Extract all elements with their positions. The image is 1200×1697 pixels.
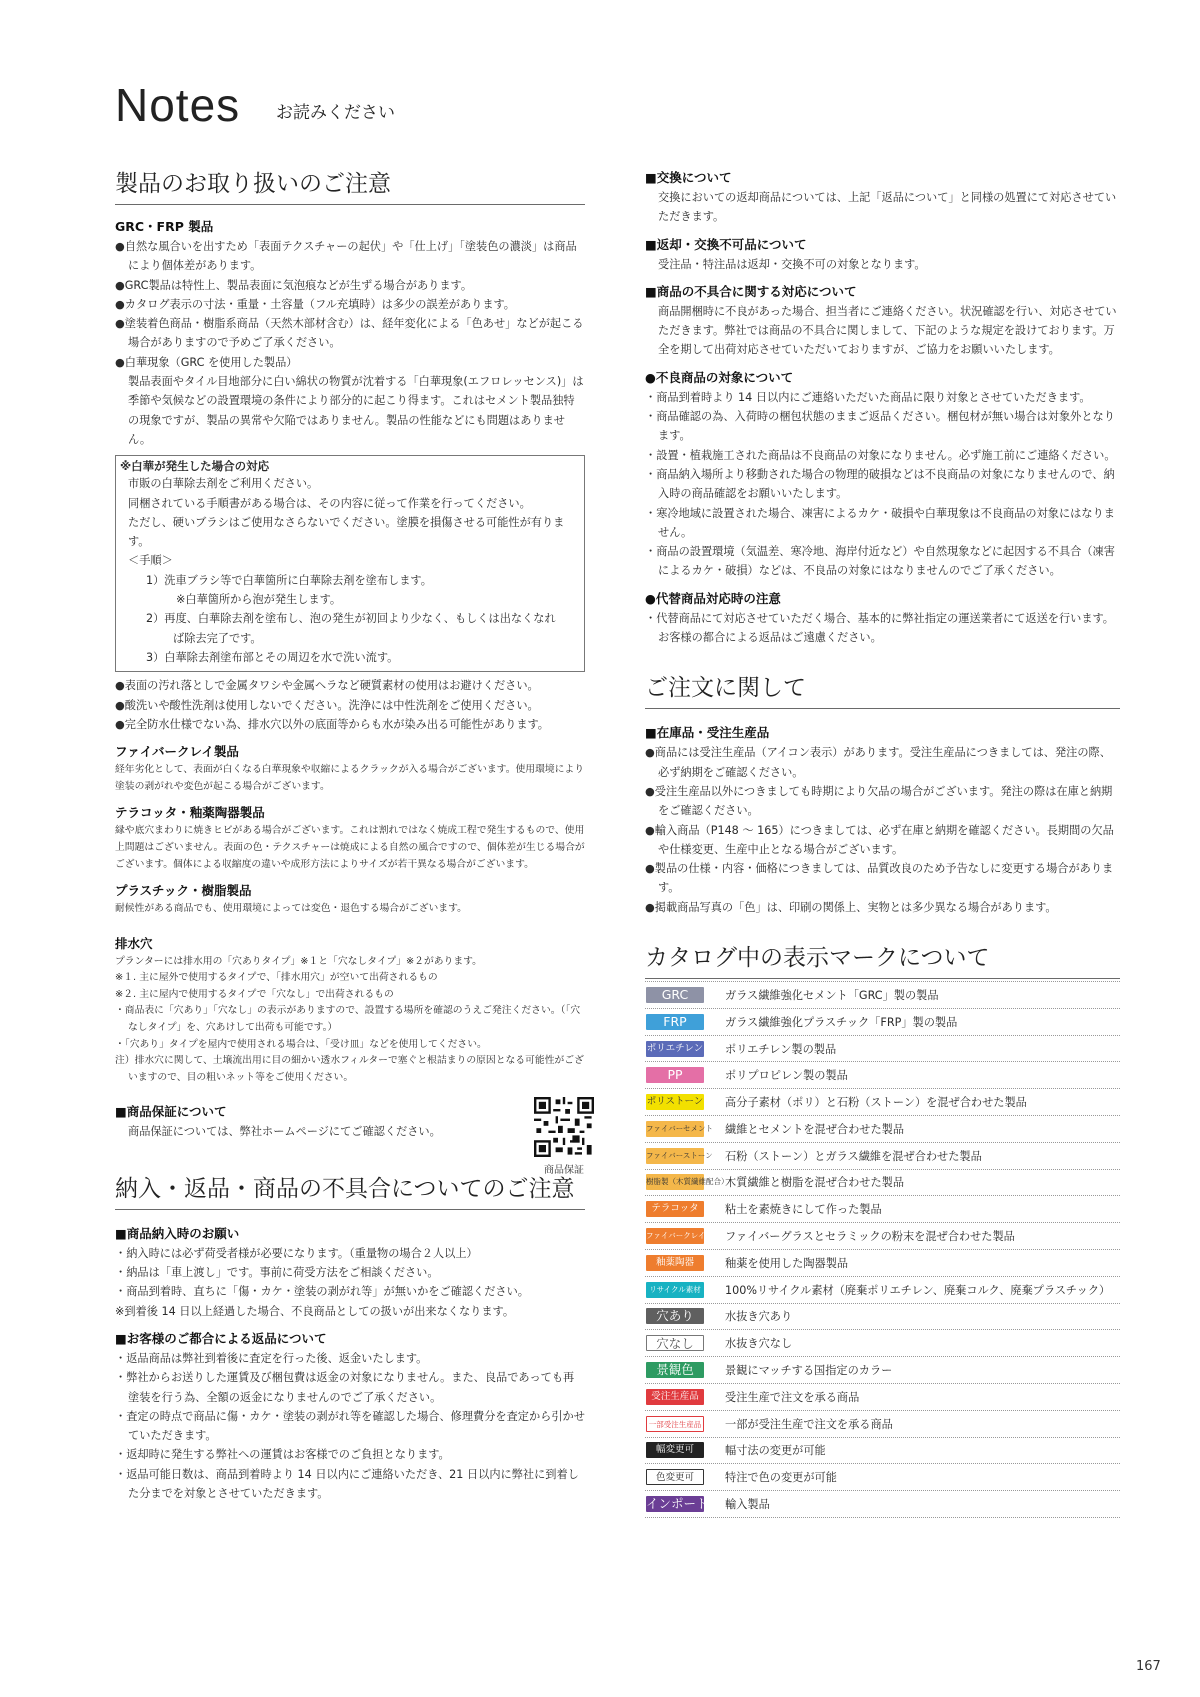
delivery-item: ※到着後 14 日以上経過した場合、不良商品としての扱いが出来なくなります。 xyxy=(115,1304,515,1318)
mark-description: ポリエチレン製の製品 xyxy=(725,1042,837,1056)
drain-note-line: ・「穴あり」タイプを屋内で使用される場合は、「受け皿」などを使用してください。 xyxy=(115,1038,487,1050)
return-item: ・返品可能日数は、商品到着時より 14 日以内にご連絡いただき、21 日以内に弊社に到着した分までを対象とさせていただきます。 xyxy=(115,1467,579,1500)
mark-row xyxy=(645,1464,1120,1491)
return-heading: ■お客様のご都合による返品について xyxy=(115,1330,327,1346)
mark-badge: 受注生産品 xyxy=(646,1389,704,1405)
defect-target-item: ・商品確認の為、入荷時の梱包状態のままご返品ください。梱包材が無い場合は対象外となります。 xyxy=(645,410,1115,443)
mark-description: 水抜き穴あり xyxy=(725,1310,793,1324)
mark-badge: 色変更可 xyxy=(646,1469,704,1485)
efflorescence-box-line: 市販の白華除去剤をご利用ください。 xyxy=(128,477,319,491)
grc-note-item: ●GRC製品は特性上、製品表面に気泡痕などが生ずる場合があります。 xyxy=(115,278,473,292)
defect-target-item: ・商品納入場所より移動された場合の物理的破損などは不良商品の対象になりませんので、納入時の商品確認をお願いいたします。 xyxy=(645,467,1115,501)
mark-badge: ファイバークレイ xyxy=(646,1228,704,1244)
return-item: ・返却時に発生する弊社への運賃はお客様でのご負担となります。 xyxy=(115,1448,450,1462)
drain-note-line: ※１. 主に屋外で使用するタイプで、「排水用穴」が空いて出荷されるもの xyxy=(115,972,438,984)
defect-target-list xyxy=(645,388,1120,581)
drain-note-line: 注）排水穴に関して、土壌流出用に目の細かい透水フィルターで塞ぐと根詰まりの原因となる可能性がございますので、目の粗いネット等をご使用ください。 xyxy=(115,1055,584,1083)
procedure-step-1-note: ※白華箇所から泡が発生します。 xyxy=(176,593,342,607)
mark-badge: ポリストーン xyxy=(646,1094,704,1110)
mark-badge: PP xyxy=(646,1067,704,1083)
drain-notes xyxy=(115,954,585,1087)
mark-description: 繊維とセメントを混ぜ合わせた製品 xyxy=(725,1122,905,1136)
nonreturn-heading: ■返却・交換不可品について xyxy=(645,236,807,252)
section-title-marks: カタログ中の表示マークについて xyxy=(645,939,1120,979)
mark-row xyxy=(645,1411,1120,1438)
mark-badge: 釉薬陶器 xyxy=(646,1255,704,1271)
mark-description: 一部が受注生産で注文を承る商品 xyxy=(725,1417,893,1431)
drain-heading: 排水穴 xyxy=(115,935,153,951)
left-column xyxy=(115,165,585,1503)
stock-heading: ■在庫品・受注生産品 xyxy=(645,725,770,741)
mark-description: 受注生産で注文を承る商品 xyxy=(725,1390,860,1404)
right-column xyxy=(645,168,1120,1518)
efflorescence-box-lines xyxy=(128,474,576,551)
efflorescence-text: 製品表面やタイル目地部分に白い綿状の物質が沈着する「白華現象(エフロレッセンス)」は季節や気候などの設置環境の条件により部分的に起こり得ます。これはセメント製品独特の現象ですが、製品の異常や欠陥ではありません。製品の性能などにも問題はありません。 xyxy=(128,375,584,446)
grc-note-item: ●白華現象（GRC を使用した製品） xyxy=(115,355,298,369)
efflorescence-box-line: 同梱されている手順書がある場合は、その内容に従って作業を行ってください。 xyxy=(128,496,531,510)
mark-row xyxy=(645,1438,1120,1465)
mark-row xyxy=(645,1196,1120,1223)
delivery-item: ・商品到着時、直ちに「傷・カケ・塗装の剥がれ等」が無いかをご確認ください。 xyxy=(115,1285,529,1299)
mark-row xyxy=(645,1250,1120,1277)
grc-frp-list xyxy=(115,237,585,372)
terracotta-heading: テラコッタ・釉薬陶器製品 xyxy=(115,805,265,821)
section-title-delivery: 納入・返品・商品の不具合についてのご注意 xyxy=(115,1170,585,1210)
defect-target-item: ・商品到着時より 14 日以内にご連絡いただいた商品に限り対象とさせていただきます。 xyxy=(645,390,1091,404)
procedure-label: ＜手順＞ xyxy=(128,554,173,568)
defect-target-heading: ●不良商品の対象について xyxy=(645,369,794,385)
marks-list xyxy=(645,981,1120,1518)
procedure-step-2: 2）再度、白華除去剤を塗布し、泡の発生が初回より少なく、もしくは出なくなれ xyxy=(146,612,556,626)
mark-badge: GRC xyxy=(646,987,704,1003)
order-item: ●受注生産品以外につきましても時期により欠品の場合がございます。発注の際は在庫と納期をご確認ください。 xyxy=(645,784,1113,818)
grc-note-item: ●カタログ表示の寸法・重量・土容量（フル充填時）は多少の誤差があります。 xyxy=(115,297,515,311)
mark-badge: 穴なし xyxy=(646,1335,704,1351)
mark-row xyxy=(645,1304,1120,1331)
mark-description: 水抜き穴なし xyxy=(725,1337,793,1351)
substitute-heading: ●代替商品対応時の注意 xyxy=(645,590,781,606)
mark-badge: ファイバーセメント xyxy=(646,1121,704,1137)
mark-description: 木質繊維と樹脂を混ぜ合わせた製品 xyxy=(725,1176,905,1190)
efflorescence-box xyxy=(115,455,585,672)
warranty-heading: ■商品保証について xyxy=(115,1104,227,1120)
procedure-step-1: 1）洗車ブラシ等で白華箇所に白華除去剤を塗布します。 xyxy=(146,573,432,587)
return-list xyxy=(115,1349,585,1503)
order-item: ●輸入商品（P148 ～ 165）につきましては、必ず在庫と納期を確認ください。長期間の欠品や仕様変更、生産中止となる場合がございます。 xyxy=(645,823,1114,856)
order-item: ●掲載商品写真の「色」は、印刷の関係上、実物とは多少異なる場合があります。 xyxy=(645,900,1057,914)
mark-description: ガラス繊維強化セメント「GRC」製の製品 xyxy=(725,988,939,1002)
order-item: ●商品には受注生産品（アイコン表示）があります。受注生産品につきましては、発注の際、必ず納期をご確認ください。 xyxy=(645,746,1111,779)
mark-row xyxy=(645,1491,1120,1518)
procedure-step-2-cont: ば除去完了です。 xyxy=(173,631,262,645)
mark-row xyxy=(645,1009,1120,1036)
plastic-text: 耐候性がある商品でも、使用環境によっては変色・退色する場合がございます。 xyxy=(115,903,467,915)
surface-care-item: ●完全防水仕様でない為、排水穴以外の底面等からも水が染み出る可能性があります。 xyxy=(115,717,549,731)
mark-badge: FRP xyxy=(646,1014,704,1030)
section-title-order: ご注文に関して xyxy=(645,669,1120,709)
mark-badge: 一部受注生産品 xyxy=(646,1416,704,1432)
mark-description: 特注で色の変更が可能 xyxy=(725,1471,837,1485)
return-item: ・弊社からお送りした運賃及び梱包費は返金の対象になりません。また、良品であっても再塗装を行う為、全額の返金になりませんのでご了承ください。 xyxy=(115,1371,575,1404)
mark-row xyxy=(645,1277,1120,1304)
mark-description: 100%リサイクル素材（廃棄ポリエチレン、廃棄コルク、廃棄プラスチック） xyxy=(725,1283,1111,1297)
efflorescence-box-title: ※白華が発生した場合の対応 xyxy=(120,459,270,474)
defect-target-item: ・設置・植栽施工された商品は不良商品の対象になりません。必ず施工前にご連絡ください。 xyxy=(645,448,1116,462)
mark-row xyxy=(645,1330,1120,1357)
mark-row xyxy=(645,1062,1120,1089)
mark-badge: 樹脂製（木質繊維配合） xyxy=(646,1174,704,1190)
defect-target-item: ・寒冷地域に設置された場合、凍害によるカケ・破損や白華現象は不良商品の対象にはなりません。 xyxy=(645,506,1115,539)
mark-row xyxy=(645,1036,1120,1063)
order-item: ●製品の仕様・内容・価格につきましては、品質改良のため予告なしに変更する場合があります。 xyxy=(645,862,1114,895)
mark-description: ガラス繊維強化プラスチック「FRP」製の製品 xyxy=(725,1015,958,1029)
grc-note-item: ●塗装着色商品・樹脂系商品（天然木部材含む）は、経年変化による「色あせ」などが起こる場合がありますので予めご了承ください。 xyxy=(115,317,584,350)
surface-care-list xyxy=(115,676,585,734)
grc-note-item: ●自然な風合いを出すため「表面テクスチャーの起伏」や「仕上げ」「塗装色の濃淡」は商品により個体差があります。 xyxy=(115,240,577,273)
procedure-step-3: 3）白華除去剤塗布部とその周辺を水で洗い流す。 xyxy=(146,650,399,664)
page-title: Notes xyxy=(115,79,241,131)
qr-code-icon[interactable] xyxy=(534,1097,594,1157)
mark-row xyxy=(645,1089,1120,1116)
mark-description: ポリプロピレン製の製品 xyxy=(725,1069,848,1083)
terracotta-text: 縁や底穴まわりに焼きヒビがある場合がございます。これは割れではなく焼成工程で発生するもので、使用上問題はございません。表面の色・テクスチャーは焼成による自然の風合ですので、個体差が生じる場合がございます。個体による収縮度の違いや成形方法によりサイズが若干異なる場合がございます。 xyxy=(115,825,585,870)
mark-row xyxy=(645,982,1120,1009)
delivery-item: ・納入時には必ず荷受者様が必要になります。（重量物の場合２人以上） xyxy=(115,1246,478,1260)
exchange-heading: ■交換について xyxy=(645,170,732,185)
surface-care-item: ●表面の汚れ落としで金属タワシや金属ヘラなど硬質素材の使用はお避けください。 xyxy=(115,679,539,693)
mark-badge: ポリエチレン xyxy=(646,1041,704,1057)
mark-badge: 穴あり xyxy=(646,1308,704,1324)
mark-badge: インポート xyxy=(646,1496,709,1512)
nonreturn-text: 受注品・特注品は返却・交換不可の対象となります。 xyxy=(658,257,926,271)
qr-label: 商品保証 xyxy=(544,1165,584,1176)
mark-row xyxy=(645,1384,1120,1411)
mark-description: 釉薬を使用した陶器製品 xyxy=(725,1256,849,1270)
mark-description: 幅寸法の変更が可能 xyxy=(725,1444,826,1458)
drain-note-line: ・商品表に「穴あり」「穴なし」の表示がありますので、設置する場所を確認のうえご発注ください。（「穴なしタイプ」を、穴あけして出荷も可能です。） xyxy=(115,1005,581,1034)
warranty-qr-block[interactable] xyxy=(532,1097,596,1176)
drain-note-line: ※２. 主に屋内で使用するタイプで「穴なし」で出荷されるもの xyxy=(115,988,394,1000)
return-item: ・査定の時点で商品に傷・カケ・塗装の剥がれ等を確認した場合、修理費分を査定から引かせていただきます。 xyxy=(115,1409,585,1443)
mark-description: 高分子素材（ポリ）と石粉（ストーン）を混ぜ合わせた製品 xyxy=(725,1096,1027,1110)
mark-badge: 景観色 xyxy=(646,1362,704,1378)
delivery-list xyxy=(115,1244,585,1321)
mark-description: 粘土を素焼きにして作った製品 xyxy=(725,1203,882,1217)
defect-text: 商品開梱時に不良があった場合、担当者にご連絡ください。状況確認を行い、対応させていただきます。弊社では商品の不具合に関しまして、下記のような規定を設けております。万全を期して出荷対応させていただいておりますが、ご協力をお願いいたします。 xyxy=(658,304,1117,357)
mark-row xyxy=(645,1223,1120,1250)
grc-frp-heading: GRC・FRP 製品 xyxy=(115,219,214,234)
efflorescence-box-line: ただし、硬いブラシはご使用なさらないでください。塗膜を損傷させる可能性が有ります。 xyxy=(128,515,565,549)
mark-description: 輸入製品 xyxy=(725,1498,770,1512)
defect-heading: ■商品の不具合に関する対応について xyxy=(645,283,857,299)
warranty-text: 商品保証については、弊社ホームページにてご確認ください。 xyxy=(128,1125,441,1139)
mark-row xyxy=(645,1143,1120,1170)
page-number: 167 xyxy=(1136,1659,1161,1674)
delivery-heading: ■商品納入時のお願い xyxy=(115,1225,240,1241)
mark-badge: ファイバーストーン xyxy=(646,1148,704,1164)
mark-badge: テラコッタ xyxy=(646,1201,704,1217)
mark-description: 石粉（ストーン）とガラス繊維を混ぜ合わせた製品 xyxy=(725,1149,982,1163)
mark-row xyxy=(645,1116,1120,1143)
fiber-clay-text: 経年劣化として、表面が白くなる白華現象や収縮によるクラックが入る場合がございます。使用環境により塗装の剥がれや変色が起こる場合がございます。 xyxy=(115,764,585,792)
exchange-text: 交換においての返却商品については、上記「返品について」と同様の処置にて対応させていただきます。 xyxy=(658,191,1117,224)
return-item: ・返品商品は弊社到着後に査定を行った後、返金いたします。 xyxy=(115,1351,428,1365)
page-subtitle: お読みください xyxy=(276,103,395,123)
mark-row xyxy=(645,1170,1120,1197)
mark-row xyxy=(645,1357,1120,1384)
mark-description: 景観にマッチする国指定のカラー xyxy=(725,1364,893,1378)
delivery-item: ・納品は「車上渡し」です。事前に荷受方法をご相談ください。 xyxy=(115,1266,439,1280)
fiber-clay-heading: ファイバークレイ製品 xyxy=(115,744,239,760)
defect-target-item: ・商品の設置環境（気温差、寒冷地、海岸付近など）や自然現象などに起因する不具合（凍害によるカケ・破損）などは、不良品の対象にはなりませんのでご了承ください。 xyxy=(645,545,1115,578)
drain-note-line: プランターには排水用の「穴ありタイプ」※１と「穴なしタイプ」※２があります。 xyxy=(115,955,482,967)
substitute-text: ・代替商品にて対応させていただく場合、基本的に弊社指定の運送業者にて返送を行います。お客様の都合による返品はご遠慮ください。 xyxy=(645,611,1114,645)
mark-badge: リサイクル素材 xyxy=(646,1282,704,1298)
mark-badge: 幅変更可 xyxy=(646,1442,704,1458)
section-title-handling: 製品のお取り扱いのご注意 xyxy=(115,165,585,205)
order-list xyxy=(645,743,1120,917)
mark-description: ファイバーグラスとセラミックの粉末を混ぜ合わせた製品 xyxy=(725,1230,1015,1244)
plastic-heading: プラスチック・樹脂製品 xyxy=(115,883,252,899)
surface-care-item: ●酸洗いや酸性洗剤は使用しないでください。洗浄には中性洗剤をご使用ください。 xyxy=(115,698,539,712)
